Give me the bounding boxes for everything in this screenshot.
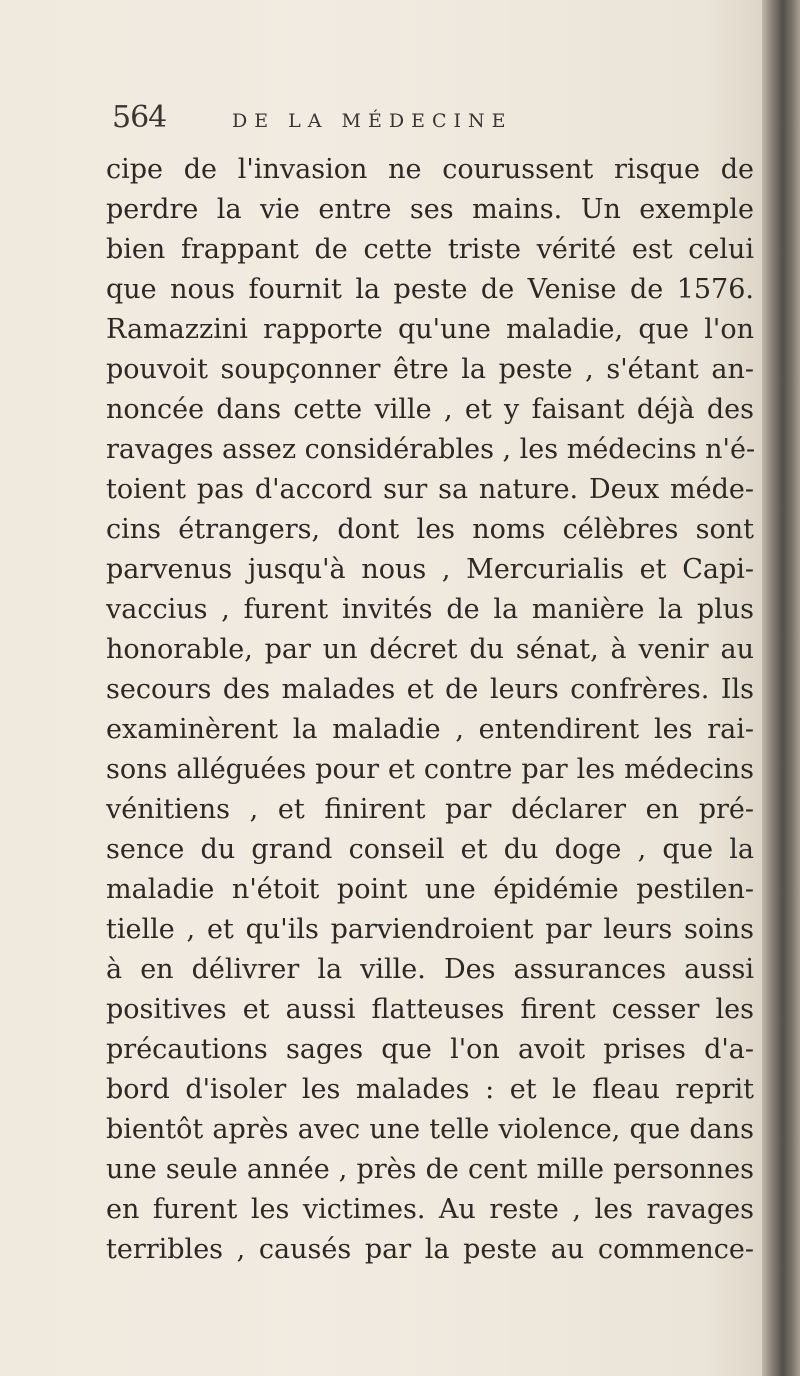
- text-line: positives et aussi flatteuses firent cesser les: [106, 994, 754, 1025]
- text-line: honorable, par un décret du sénat, à venir au: [106, 634, 754, 665]
- text-line: Ramazzini rapporte qu'une maladie, que l'on: [106, 314, 754, 345]
- text-line: secours des malades et de leurs confrères. Ils: [106, 674, 754, 705]
- running-head: DE LA MÉDECINE: [232, 110, 513, 132]
- text-line: examinèrent la maladie , entendirent les rai-: [106, 714, 754, 745]
- page-header: [112, 96, 712, 156]
- text-line: bien frappant de cette triste vérité est celui: [106, 234, 754, 265]
- text-line: toient pas d'accord sur sa nature. Deux méde-: [106, 474, 754, 505]
- text-line: perdre la vie entre ses mains. Un exemple: [106, 194, 754, 225]
- text-line: en furent les victimes. Au reste , les ravages: [106, 1194, 754, 1225]
- text-line: vaccius , furent invités de la manière la plus: [106, 594, 754, 625]
- text-line: bientôt après avec une telle violence, que dans: [106, 1114, 754, 1145]
- text-line: une seule année , près de cent mille personnes: [106, 1154, 754, 1185]
- text-line: maladie n'étoit point une épidémie pestilen-: [106, 874, 754, 905]
- text-line: ravages assez considérables , les médecins n'é-: [106, 434, 756, 465]
- text-line: cipe de l'invasion ne courussent risque de: [106, 154, 754, 185]
- text-line: à en délivrer la ville. Des assurances aussi: [106, 954, 754, 985]
- text-line: parvenus jusqu'à nous , Mercurialis et Capi-: [106, 554, 754, 585]
- text-line: bord d'isoler les malades : et le fleau reprit: [106, 1074, 754, 1105]
- text-line: que nous fournit la peste de Venise de 1576.: [106, 274, 754, 305]
- text-line: cins étrangers, dont les noms célèbres sont: [106, 514, 754, 545]
- page-number: 564: [112, 100, 167, 135]
- text-line: sons alléguées pour et contre par les médecins: [106, 754, 754, 785]
- text-line: terribles , causés par la peste au commence-: [106, 1234, 754, 1265]
- body-text: [106, 150, 754, 1270]
- text-line: noncée dans cette ville , et y faisant déjà des: [106, 394, 754, 425]
- text-line: précautions sages que l'on avoit prises d'a-: [106, 1034, 754, 1065]
- text-line: tielle , et qu'ils parviendroient par leurs soins: [106, 914, 754, 945]
- page-gutter-shadow: [762, 0, 800, 1376]
- text-line: vénitiens , et finirent par déclarer en pré-: [106, 794, 754, 825]
- text-line: sence du grand conseil et du doge , que la: [106, 834, 754, 865]
- text-line: pouvoit soupçonner être la peste , s'étant an-: [106, 354, 754, 385]
